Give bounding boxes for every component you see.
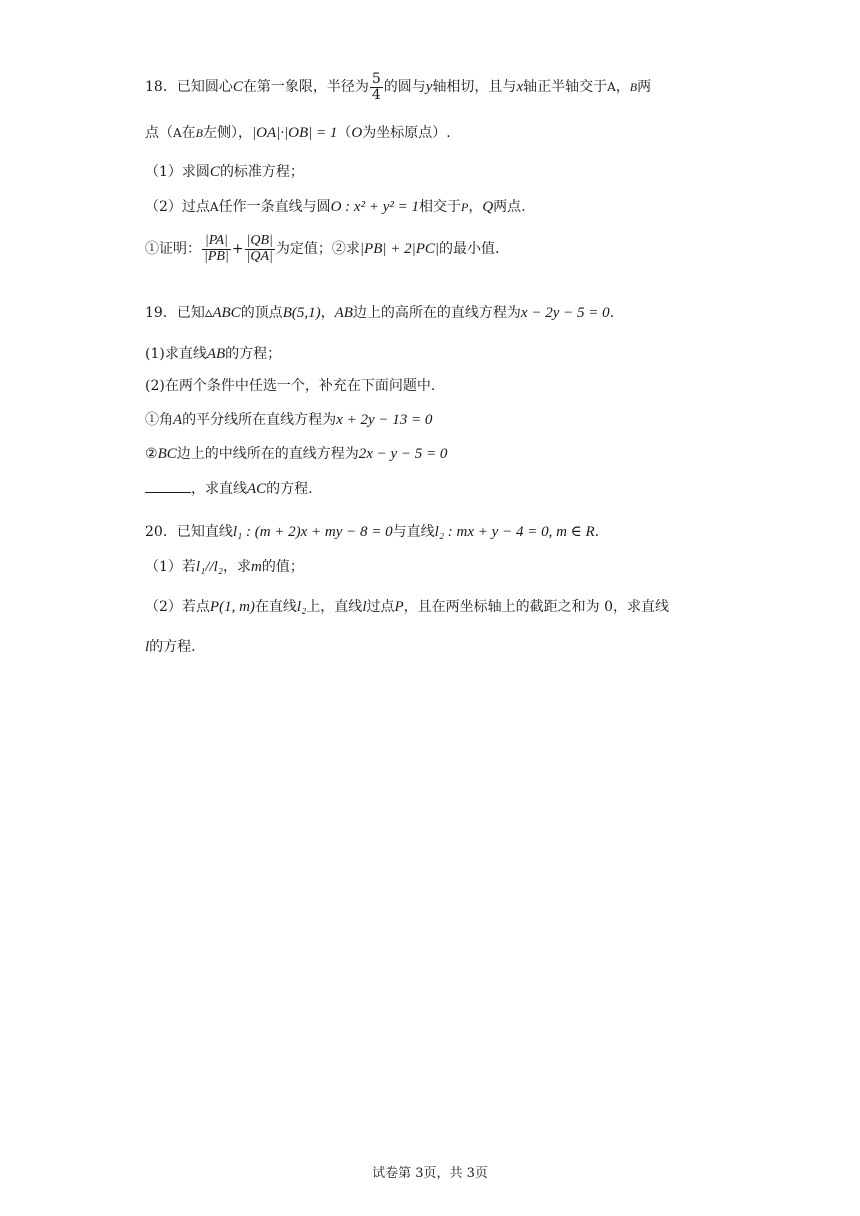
math: l: [362, 599, 367, 615]
text: 边上的中线所在的直线方程为: [176, 446, 359, 462]
math: BC: [157, 446, 177, 462]
q20-part1: [145, 558, 304, 576]
text: ，求直线: [191, 481, 247, 497]
text: 的方程.: [149, 639, 196, 655]
math: Q: [482, 199, 494, 215]
q20-part2: [145, 598, 669, 616]
q20-line1: [145, 523, 599, 541]
fraction-pa-pb: [202, 234, 231, 264]
text: 为定值；②求: [275, 241, 360, 258]
text: 两: [637, 79, 652, 96]
math: AB: [334, 305, 353, 321]
math: A: [173, 412, 183, 428]
denominator: |QA|: [246, 248, 273, 264]
answer-blank[interactable]: [145, 480, 191, 493]
text: 的最小值.: [439, 241, 500, 258]
q18-line2: [145, 124, 451, 142]
text: 在: [181, 125, 196, 141]
text: 在直线: [254, 599, 297, 615]
text: 18．已知圆心: [145, 79, 233, 96]
text: 的方程.: [266, 481, 313, 497]
text: （2）若点: [145, 599, 210, 615]
math: AB: [206, 346, 226, 362]
text: 左侧），: [203, 125, 253, 141]
denominator: 4: [371, 86, 381, 103]
text: 的顶点: [240, 305, 283, 321]
math-eq: l₁ : (m + 2)x + my − 8 = 0: [232, 524, 393, 540]
text: 上，直线: [306, 599, 363, 615]
math: C: [232, 79, 243, 96]
math: B: [195, 126, 204, 140]
text: （2）过点: [145, 199, 210, 215]
q18-line1: [145, 72, 651, 102]
math: P: [394, 599, 404, 615]
fraction-qb-qa: [245, 234, 275, 264]
text: 过点: [366, 599, 395, 615]
math: AC: [247, 481, 267, 497]
text: （1）求圆: [145, 164, 210, 180]
math: O: [351, 125, 363, 141]
q19-cond1: [145, 411, 432, 429]
math-eq: x − 2y − 5 = 0: [520, 305, 610, 321]
text: （: [337, 125, 352, 141]
text: 轴相切，且与: [432, 79, 517, 96]
denominator: |PB|: [204, 248, 229, 264]
math: A: [607, 80, 616, 95]
math: B: [629, 80, 638, 95]
math: A: [173, 126, 182, 140]
text: ，: [320, 305, 335, 321]
math-point: B(5,1): [282, 305, 321, 321]
text: 相交于: [418, 199, 461, 215]
math: m: [251, 559, 262, 575]
text: 在第一象限，半径为: [242, 79, 369, 96]
math-eq: 2x − y − 5 = 0: [358, 446, 448, 462]
text: 边上的高所在的直线方程为: [352, 305, 521, 321]
text: ，: [468, 199, 483, 215]
math-expr: |PB| + 2|PC|: [359, 241, 440, 258]
text: .: [594, 524, 600, 540]
text: 20．已知直线: [145, 524, 233, 540]
text: 的值；: [261, 559, 304, 575]
text: 的圆与: [383, 79, 426, 96]
text: ①证明：: [145, 241, 201, 258]
text: (2)在两个条件中任选一个，补充在下面问题中.: [145, 378, 436, 394]
q19-sub1: [145, 345, 281, 363]
q19-line1: [145, 304, 614, 322]
text: 的平分线所在直线方程为: [182, 412, 337, 428]
plus: +: [231, 241, 244, 258]
math-circle: O : x² + y² = 1: [330, 199, 419, 215]
text: ②: [145, 446, 158, 462]
q18-part2: [145, 198, 526, 216]
text: ①角: [145, 412, 173, 428]
text: ，求: [223, 559, 252, 575]
numerator: |PA|: [202, 234, 231, 250]
text: 与直线: [392, 524, 435, 540]
math-eq: x + 2y − 13 = 0: [336, 412, 433, 428]
q18-part1: [145, 163, 304, 181]
math: y: [425, 79, 433, 96]
text: 的标准方程；: [219, 164, 304, 180]
math-point: P(1, m): [209, 599, 255, 615]
math: x: [516, 79, 524, 96]
numerator: |QB|: [246, 233, 273, 248]
math: C: [209, 164, 220, 180]
text: 为坐标原点）.: [362, 125, 451, 141]
q19-ask: [145, 480, 313, 498]
text: 点（: [145, 125, 173, 141]
text: ，: [615, 79, 630, 96]
text: 19．已知: [145, 305, 205, 321]
text: 轴正半轴交于: [523, 79, 608, 96]
math-parallel: l₁//l₂: [195, 559, 224, 575]
math: l: [145, 639, 150, 655]
math: P: [460, 200, 469, 214]
numerator: 5: [371, 71, 381, 87]
text: 两点.: [493, 199, 526, 215]
text: 任作一条直线与圆: [218, 199, 331, 215]
q19-cond2: [145, 445, 447, 463]
page-footer: 试卷第 3页，共 3页: [372, 1166, 488, 1181]
text: .: [609, 305, 615, 321]
text: ，且在两坐标轴上的截距之和为 0，求直线: [403, 599, 670, 615]
fraction-radius: [370, 72, 383, 102]
text: 的方程；: [225, 346, 282, 362]
math: l₂: [296, 599, 307, 615]
text: （1）若: [145, 559, 196, 575]
math: A: [209, 200, 219, 214]
math-eq: l₂ : mx + y − 4 = 0, m ∈ R: [434, 524, 595, 540]
math-triangle: ▵ABC: [204, 305, 241, 321]
text: (1)求直线: [145, 346, 207, 362]
math-oaob: |OA|·|OB| = 1: [252, 125, 338, 141]
q20-part2-cont: [145, 638, 196, 656]
q19-sub2: [145, 378, 435, 395]
q18-part3: [145, 234, 499, 264]
